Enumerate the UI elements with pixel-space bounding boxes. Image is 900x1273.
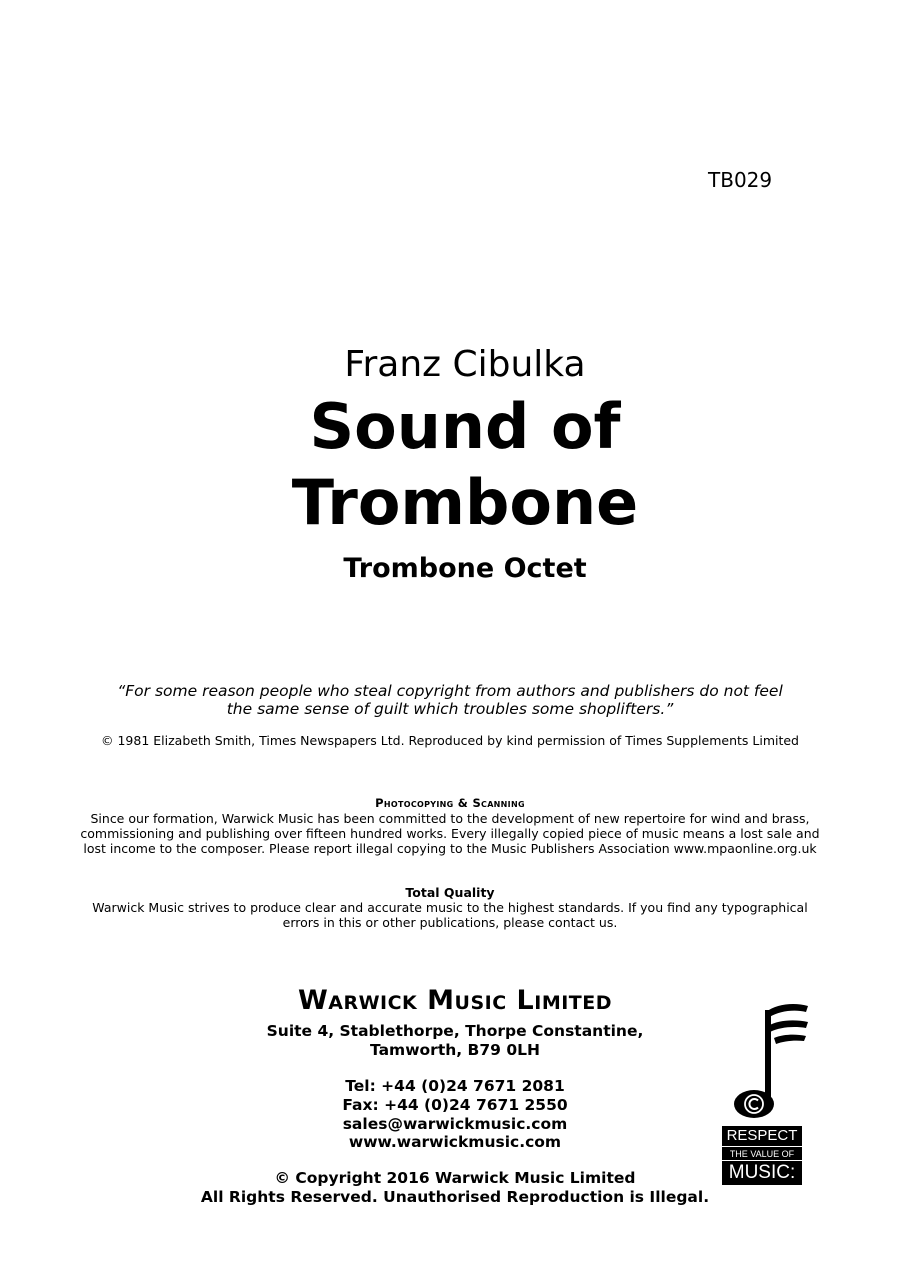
publisher-website: www.warwickmusic.com xyxy=(348,1133,562,1151)
title-line-2: Trombone xyxy=(291,466,639,539)
photocopying-line-3: lost income to the composer. Please report illegal copying to the Music Publishers Association www.mpaonline.org.uk xyxy=(83,841,817,856)
total-quality-heading: Total Quality xyxy=(405,885,495,900)
composer-name: Franz Cibulka xyxy=(344,344,586,385)
publisher-name: Warwick Music Limited xyxy=(297,985,613,1016)
rights-notice: All Rights Reserved. Unauthorised Reproduction is Illegal. xyxy=(200,1188,710,1206)
publisher-email: sales@warwickmusic.com xyxy=(342,1115,568,1133)
photocopying-line-2: commissioning and publishing over fifteen hundred works. Every illegally copied piece of music means a lost sale and xyxy=(80,826,820,841)
title-line-1: Sound of xyxy=(309,390,621,463)
logo-music: MUSIC: xyxy=(722,1160,802,1185)
subtitle: Trombone Octet xyxy=(343,553,587,584)
copyright-notice: © Copyright 2016 Warwick Music Limited xyxy=(274,1169,636,1187)
quote-line-1: “For some reason people who steal copyright from authors and publishers do not feel xyxy=(117,682,783,700)
logo-the-value-of: THE VALUE OF xyxy=(722,1146,802,1161)
publisher-address-line-2: Tamworth, B79 0LH xyxy=(370,1041,540,1059)
publisher-fax: Fax: +44 (0)24 7671 2550 xyxy=(342,1096,568,1114)
quote-line-2: the same sense of guilt which troubles some shoplifters.” xyxy=(226,700,674,718)
publisher-telephone: Tel: +44 (0)24 7671 2081 xyxy=(345,1077,565,1095)
quote-credit: © 1981 Elizabeth Smith, Times Newspapers Ltd. Reproduced by kind permission of Times Supplements Limited xyxy=(101,733,799,748)
logo-respect: RESPECT xyxy=(722,1126,802,1146)
respect-music-logo xyxy=(718,1000,810,1190)
catalog-number: TB029 xyxy=(708,168,773,192)
music-note-copyright-icon xyxy=(718,1000,810,1130)
publisher-address-line-1: Suite 4, Stablethorpe, Thorpe Constantine, xyxy=(266,1022,644,1040)
photocopying-heading: Photocopying & Scanning xyxy=(375,796,525,810)
photocopying-line-1: Since our formation, Warwick Music has been committed to the development of new repertoire for wind and brass, xyxy=(90,811,810,826)
total-quality-line-2: errors in this or other publications, please contact us. xyxy=(282,915,618,930)
total-quality-line-1: Warwick Music strives to produce clear and accurate music to the highest standards. If you find any typographical xyxy=(92,900,808,915)
